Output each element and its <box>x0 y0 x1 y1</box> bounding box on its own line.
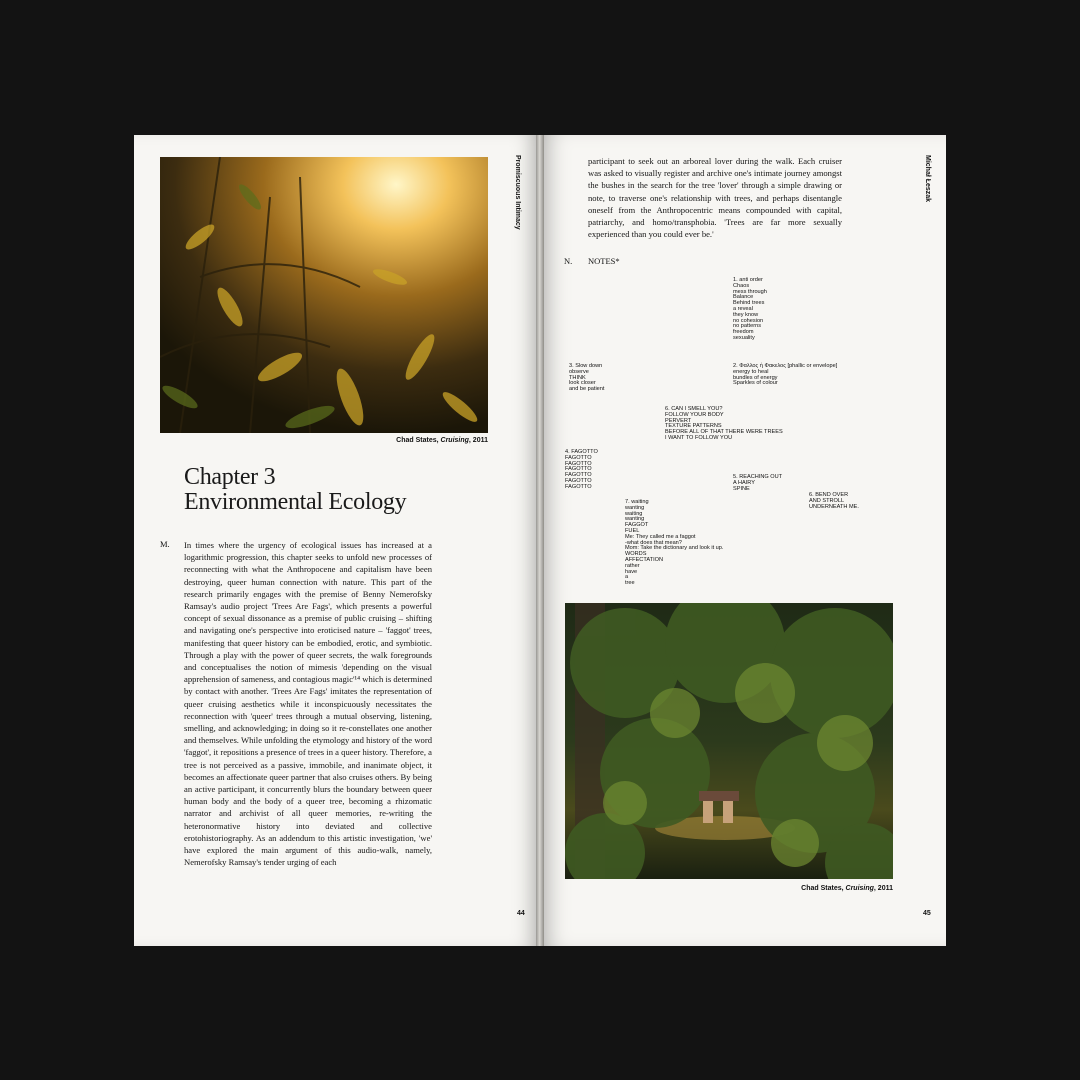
page-number-left: 44 <box>517 910 525 917</box>
note-7: 7. waiting wanting waiting wanting FAGGOT FUEL Me: They called me a faggot -what does that mean? Mom: Take the dictionary and look it up. WORDS AFFECTATION rather have a tree <box>625 499 724 587</box>
section-marker: M. <box>160 539 170 549</box>
left-page <box>134 135 539 946</box>
left-photo-caption: Chad States, Cruising, 2011 <box>396 437 488 444</box>
continued-body-text: participant to seek out an arboreal lover during the walk. Each cruiser was asked to visually register and archive one's intimate journey amongst the bushes in the search for the tree 'lover' through a simple drawing or note, to traverse one's relationship with trees, and perhaps disentangle oneself from the Anthropocentric means compounded with capital, patriarchy, and homo/transphobia. 'Trees are far more sexually experienced than you could ever be.' <box>588 156 842 240</box>
note-6a: 6. CAN I SMELL YOU? FOLLOW YOUR BODY PERVERT TEXTURE PATTERNS BEFORE ALL OF THAT THERE WERE TREES I WANT TO FOLLOW YOU <box>665 406 783 441</box>
pine-trees-photo <box>565 603 893 879</box>
note-4: 4. FAGOTTO FAGOTTO FAGOTTO FAGOTTO FAGOTTO FAGOTTO FAGOTTO <box>565 449 598 490</box>
book-gutter <box>536 135 544 946</box>
note-5: 5. REACHING OUT A HAIRY SPINE <box>733 474 783 492</box>
chapter-body-text: In times where the urgency of ecological issues has increased at a logarithmic progression, this chapter seeks to unfold new processes of reconnecting with what the Anthropocene and capitalism have been destroying, queer human connection with nature. This part of the research primarily engages with the premise of Benny Nemerofsky Ramsay's audio project 'Trees Are Fags', which presents a powerful concept of sexual dissonance as a premise of public cruising – shifting and navigating one's perspective into eroticised nature – 'faggot' trees, manifesting that queer history can be embodied, erotic, and symbiotic. Through a play with the power of queer secrets, the walk foregrounds and conceptualises the notion of mimesis 'depending on the visual apprehension of sameness, and contagious magic'¹⁴ which is determined by contact with another. 'Trees Are Fags' imitates the representation of queer cruising aesthetics while it inconspicuously necessitates the reconnection with 'queer' trees through a mutual observing, listening, smelling, and acknowledging; in doing so it re-constellates one another and themselves. While unfolding the etymology and history of the word 'faggot', it repositions a presence of trees in a queer history. Therefore, a tree is not perceived as a passive, immobile, and inanimate object, it becomes an affectionate queer partner that also cruises others. By being an active participant, it concurrently blurs the boundary between queer human body and the body of a queer tree, becoming a rhizomatic narrator and archivist of all queer memories, re-writing the heteronormative history into deviated and collective erotohistoriography. As an addendum to this artistic investigation, 'we' have explored the main argument of this audio-walk, namely, Nemerofsky Ramsay's tender urging of each <box>184 540 432 868</box>
note-6b: 6. BEND OVER AND STROLL UNDERNEATH ME. <box>809 492 859 510</box>
left-running-head: Promiscuous Intimacy <box>514 155 521 230</box>
note-3: 3. Slow down observe THINK look closer and be patient <box>569 363 605 393</box>
right-photo-caption: Chad States, Cruising, 2011 <box>801 885 893 892</box>
right-page <box>541 135 946 946</box>
note-1: 1. anti order Chaos mess through Balance Behind trees a reveal they know no cohesion no patterns freedom sexuality <box>733 277 767 341</box>
right-running-head: Michał Łeszak <box>924 155 931 203</box>
forest-sunlight-photo <box>160 157 488 433</box>
page-number-right: 45 <box>923 910 931 917</box>
notes-title: NOTES* <box>588 256 620 266</box>
note-2: 2. Φαλλος ή Φακελος [phallic or envelope] energy to heal bundles of energy Sparkles of colour <box>733 363 838 387</box>
chapter-title: Chapter 3 Environmental Ecology <box>184 464 407 515</box>
notes-marker: N. <box>564 256 573 266</box>
